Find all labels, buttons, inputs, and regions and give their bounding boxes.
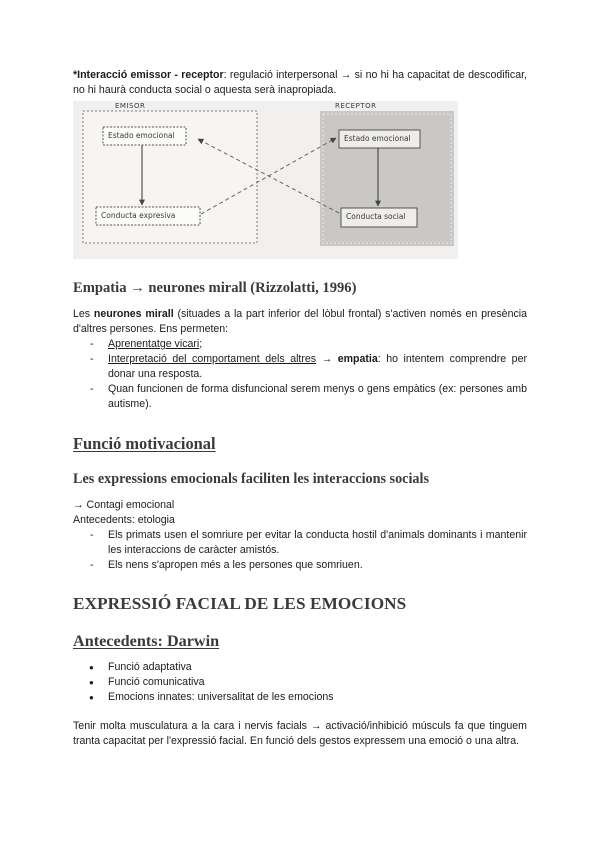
list-item: - Aprenentatge vicari; — [73, 337, 527, 352]
antecedents-etologia: Antecedents: etologia — [73, 514, 175, 526]
receptor-conducta-text: Conducta social — [346, 212, 406, 221]
list-item: - Quan funcionen de forma disfuncional serem menys o gens empàtics (ex: persones amb autisme). — [73, 382, 527, 412]
diagram-graphics — [73, 101, 458, 259]
list-item: - Interpretació del comportament dels altres → empatia: ho intentem comprendre per donar una resposta. — [73, 352, 527, 382]
empatia-list — [73, 337, 527, 412]
emisor-conducta-text: Conducta expresiva — [101, 211, 176, 220]
darwin-list — [73, 660, 527, 705]
darwin-heading: Antecedents: Darwin — [73, 632, 220, 650]
expressio-facial-heading: EXPRESSIÓ FACIAL DE LES EMOCIONS — [73, 594, 407, 613]
list-item: ● Funció adaptativa — [73, 660, 527, 675]
contagi-line: → Contagi emocional — [73, 499, 175, 511]
motivacional-heading: Funció motivacional — [73, 434, 216, 453]
receptor-estado-text: Estado emocional — [344, 134, 411, 143]
expressions-subheading: Les expressions emocionals faciliten les interaccions socials — [73, 471, 429, 487]
interaccio-lead: *Interacció emissor - receptor — [73, 69, 224, 81]
empatia-heading: Empatia → neurones mirall (Rizzolatti, 1996) — [73, 280, 357, 296]
etologia-list — [73, 528, 527, 573]
emisor-receptor-diagram — [73, 101, 458, 259]
emisor-label: EMISOR — [115, 102, 146, 110]
list-item: - Els nens s'apropen més a les persones que somriuen. — [73, 558, 527, 573]
list-item: ● Funció comunicativa — [73, 675, 527, 690]
interaccio-text: : regulació interpersonal → si no hi ha capacitat de descodificar, no hi haurà conducta social o aquesta serà inapropiada. — [73, 69, 527, 96]
receptor-label: RECEPTOR — [335, 102, 377, 110]
list-item: ● Emocions innates: universalitat de les emocions — [73, 690, 527, 705]
list-item: - Els primats usen el somriure per evitar la conducta hostil d'animals dominants i mantenir les interaccions de caràcter amistós. — [73, 528, 527, 558]
emisor-estado-text: Estado emocional — [108, 131, 175, 140]
musculatura-paragraph: Tenir molta musculatura a la cara i nervis facials → activació/inhibició músculs fa que tinguem tranta capacitat per l'expressió facial. En funció dels gestos expressem una emoció o una altra. — [73, 720, 527, 747]
empatia-intro: Les neurones mirall (situades a la part inferior del lòbul frontal) s'activen només en presència d'altres persones. Ens permeten: — [73, 308, 528, 335]
document-page — [73, 68, 527, 749]
neurones-mirall-term: neurones mirall — [93, 308, 174, 320]
interaccio-paragraph — [73, 68, 527, 98]
